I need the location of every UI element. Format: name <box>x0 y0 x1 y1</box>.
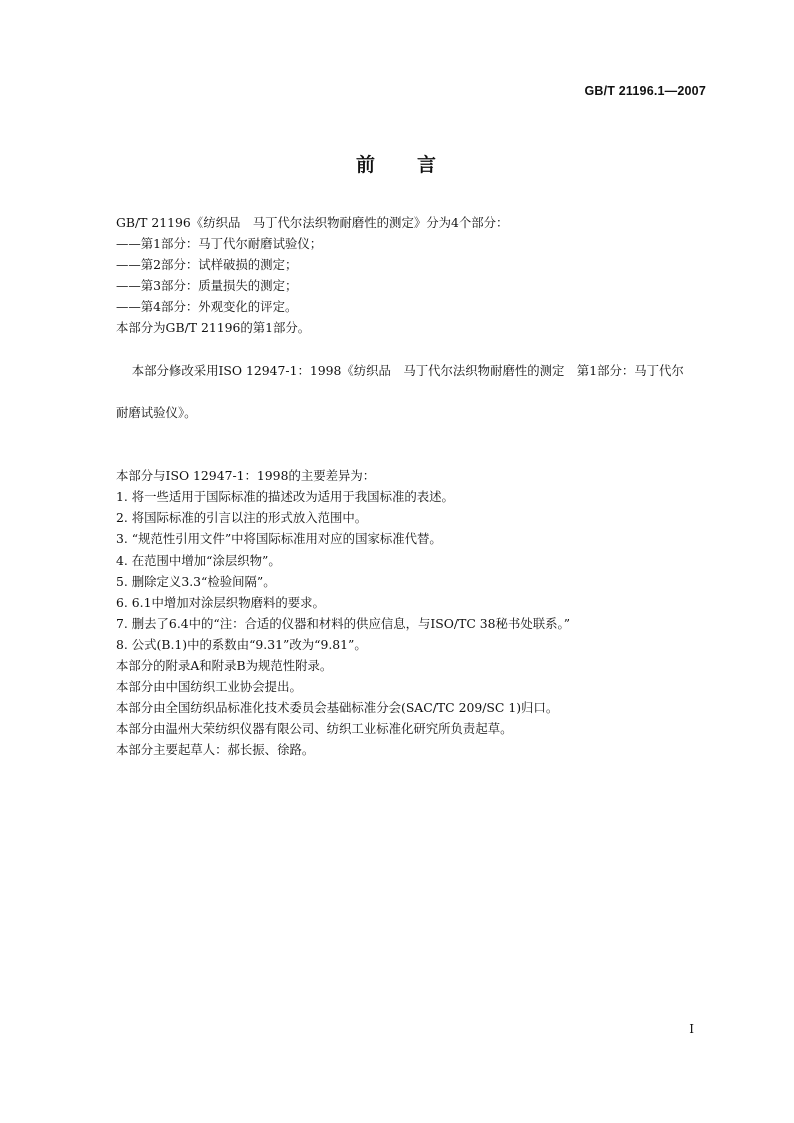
list-item-part-4: ——第4部分：外观变化的评定。 <box>116 299 298 315</box>
paragraph-centralized-by: 本部分由全国纺织品标准化技术委员会基础标准分会(SAC/TC 209/SC 1)归口。 <box>116 700 559 716</box>
list-item-difference-3: 3. “规范性引用文件”中将国际标准用对应的国家标准代替。 <box>116 531 442 547</box>
list-item-difference-4: 4. 在范围中增加“涂层织物”。 <box>116 552 281 568</box>
list-item-difference-6: 6. 6.1中增加对涂层织物磨料的要求。 <box>116 594 325 610</box>
paragraph-adoption <box>116 339 706 466</box>
foreword-body <box>116 212 706 760</box>
paragraph-proposed-by: 本部分由中国纺织工业协会提出。 <box>116 679 302 695</box>
paragraph-this-part: 本部分为GB/T 21196的第1部分。 <box>116 320 311 336</box>
list-item-part-2: ——第2部分：试样破损的测定； <box>116 257 298 273</box>
paragraph-differences-intro: 本部分与ISO 12947-1：1998的主要差异为： <box>116 468 376 484</box>
adoption-line-1: 本部分修改采用ISO 12947-1：1998《纺织品 马丁代尔法织物耐磨性的测定 第1部分：马丁代尔 <box>131 362 684 378</box>
adoption-line-2: 耐磨试验仪》。 <box>116 404 197 420</box>
list-item-difference-7: 7. 删去了6.4中的“注：合适的仪器和材料的供应信息，与ISO/TC 38秘书处联系。” <box>116 615 571 631</box>
list-item-part-3: ——第3部分：质量损失的测定； <box>116 278 298 294</box>
list-item-difference-2: 2. 将国际标准的引言以注的形式放入范围中。 <box>116 510 368 526</box>
standard-code: GB/T 21196.1—2007 <box>584 84 706 98</box>
list-item-difference-8: 8. 公式(B.1)中的系数由“9.31”改为“9.81”。 <box>116 636 367 652</box>
page-number: I <box>689 1022 694 1036</box>
list-item-difference-1: 1. 将一些适用于国际标准的描述改为适用于我国标准的表述。 <box>116 489 454 505</box>
title-char-2: 言 <box>417 154 439 176</box>
paragraph-parts-intro: GB/T 21196《纺织品 马丁代尔法织物耐磨性的测定》分为4个部分： <box>116 215 509 230</box>
page-title <box>0 150 794 177</box>
paragraph-annexes: 本部分的附录A和附录B为规范性附录。 <box>116 657 333 673</box>
list-item-part-1: ——第1部分：马丁代尔耐磨试验仪； <box>116 236 323 252</box>
paragraph-drafters: 本部分主要起草人：郝长振、徐路。 <box>116 742 315 758</box>
title-char-1: 前 <box>355 154 377 176</box>
paragraph-drafted-by: 本部分由温州大荣纺织仪器有限公司、纺织工业标准化研究所负责起草。 <box>116 721 513 737</box>
list-item-difference-5: 5. 删除定义3.3“检验间隔”。 <box>116 573 276 589</box>
